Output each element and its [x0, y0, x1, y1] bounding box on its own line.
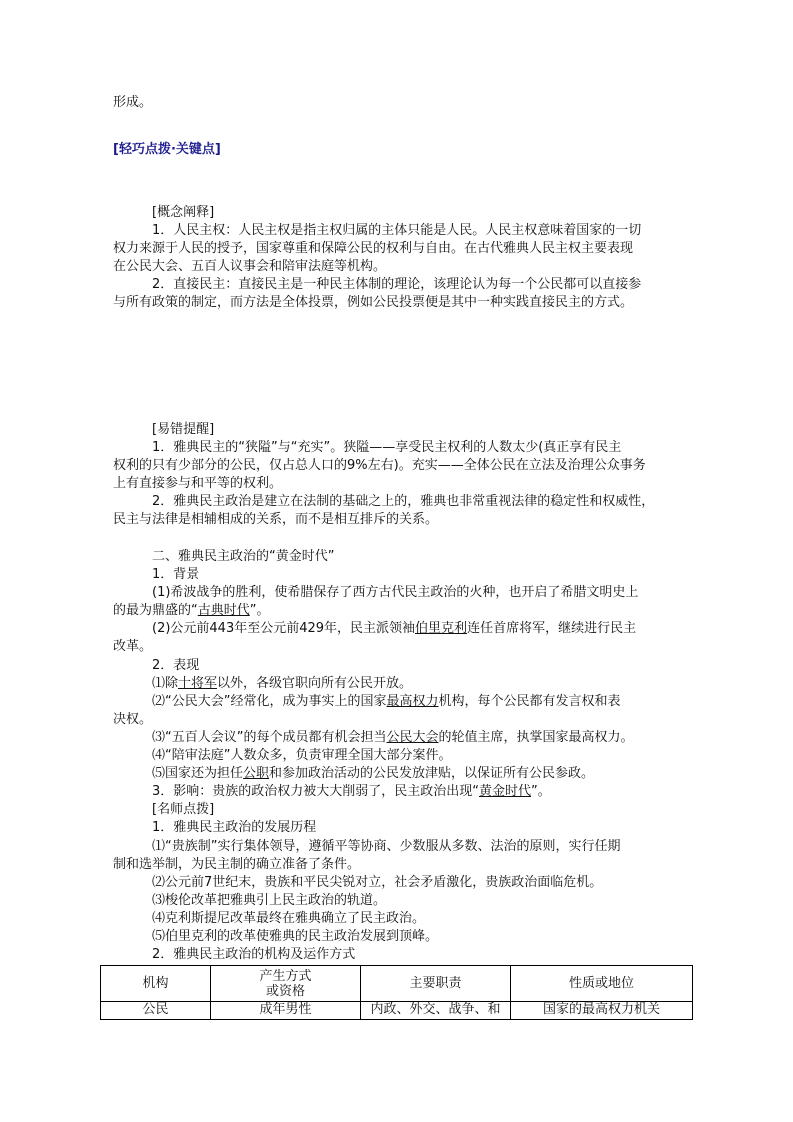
section-heading-key-points: [轻巧点拨·关键点]: [113, 142, 221, 157]
performance-heading: 2．表现: [152, 658, 200, 673]
teacher-item-4: ⑷克利斯提尼改革最终在雅典确立了民主政治。: [152, 911, 426, 926]
mistakes-heading: [易错提醒]: [152, 422, 215, 437]
table-row: [101, 1002, 693, 1020]
teacher-subheading-2: 2．雅典民主政治的机构及运作方式: [152, 947, 356, 962]
background-heading: 1．背景: [152, 567, 200, 582]
concepts-heading: [概念阐释]: [152, 205, 215, 220]
teacher-heading: [名师点拨]: [152, 802, 215, 817]
performance-1: ⑴除十将军以外，各级官职向所有公民开放。: [152, 676, 413, 691]
impact: 3．影响：贵族的政治权力被大大削弱了，民主政治出现“黄金时代”。: [152, 784, 551, 799]
teacher-item-1-line-1: ⑴“贵族制”实行集体领导，遵循平等协商、少数服从多数、法治的原则，实行任期: [152, 839, 621, 854]
performance-2-line-1: ⑵“公民大会”经常化，成为事实上的国家最高权力机构，每个公民都有发言权和表: [152, 694, 621, 709]
table-header-cell: 主要职责: [361, 966, 511, 1002]
concept-2-line-1: 2．直接民主：直接民主是一种民主体制的理论，该理论认为每一个公民都可以直接参: [152, 277, 642, 292]
intro-end: 形成。: [113, 95, 153, 110]
background-1-line-2: 的最为鼎盛的“古典时代”。: [113, 603, 270, 618]
performance-3: ⑶“五百人会议”的每个成员都有机会担当公民大会的轮值主席，执掌国家最高权力。: [152, 730, 634, 745]
concept-2-line-2: 与所有政策的制定，而方法是全体投票，例如公民投票便是其中一种实践直接民主的方式。: [113, 295, 634, 310]
table-cell: 成年男性: [211, 1002, 361, 1020]
table-header-cell: 性质或地位: [511, 966, 693, 1002]
background-2-line-1: (2)公元前443年至公元前429年，民主派领袖伯里克利连任首席将军，继续进行民主: [152, 621, 637, 636]
background-2-line-2: 改革。: [113, 639, 153, 654]
teacher-item-1-line-2: 制和选举制，为民主制的确立准备了条件。: [113, 857, 361, 872]
table-cell: 国家的最高权力机关: [511, 1002, 693, 1020]
golden-age-title: 二、雅典民主政治的“黄金时代”: [152, 549, 335, 564]
table-header-row: [101, 966, 693, 1002]
performance-2-line-2: 决权。: [113, 712, 153, 727]
teacher-subheading-1: 1．雅典民主政治的发展历程: [152, 820, 317, 835]
table-header-cell: 产生方式 或资格: [211, 966, 361, 1002]
concept-1-line-3: 在公民大会、五百人议事会和陪审法庭等机构。: [113, 259, 387, 274]
mistake-1-line-3: 上有直接参与和平等的权利。: [113, 476, 283, 491]
performance-5: ⑸国家还为担任公职和参加政治活动的公民发放津贴，以保证所有公民参政。: [152, 766, 595, 781]
concept-1-line-1: 1．人民主权：人民主权是指主权归属的主体只能是人民。人民主权意味着国家的一切: [152, 223, 642, 238]
mistake-2-line-1: 2．雅典民主政治是建立在法制的基础之上的，雅典也非常重视法律的稳定性和权威性，: [152, 494, 655, 509]
mistake-2-line-2: 民主与法律是相辅相成的关系，而不是相互排斥的关系。: [113, 512, 439, 527]
teacher-item-5: ⑸伯里克利的改革使雅典的民主政治发展到顶峰。: [152, 929, 439, 944]
institutions-table: [100, 965, 693, 1020]
teacher-item-2: ⑵公元前7世纪末，贵族和平民尖锐对立，社会矛盾激化，贵族政治面临危机。: [152, 875, 603, 890]
table-cell: 公民: [101, 1002, 211, 1020]
teacher-item-3: ⑶梭伦改革把雅典引上民主政治的轨道。: [152, 893, 387, 908]
concept-1-line-2: 权力来源于人民的授予，国家尊重和保障公民的权利与自由。在古代雅典人民主权主要表现: [113, 241, 634, 256]
mistake-1-line-1: 1．雅典民主的“狭隘”与“充实”。狭隘——享受民主权利的人数太少(真正享有民主: [152, 440, 622, 455]
table-cell: 内政、外交、战争、和: [361, 1002, 511, 1020]
mistake-1-line-2: 权利的只有少部分的公民，仅占总人口的9%左右)。充实——全体公民在立法及治理公众事务: [113, 458, 646, 473]
performance-4: ⑷“陪审法庭”人数众多，负责审理全国大部分案件。: [152, 748, 452, 763]
background-1-line-1: (1)希波战争的胜利，使希腊保存了西方古代民主政治的火种，也开启了希腊文明史上: [152, 585, 639, 600]
table-header-cell: 机构: [101, 966, 211, 1002]
